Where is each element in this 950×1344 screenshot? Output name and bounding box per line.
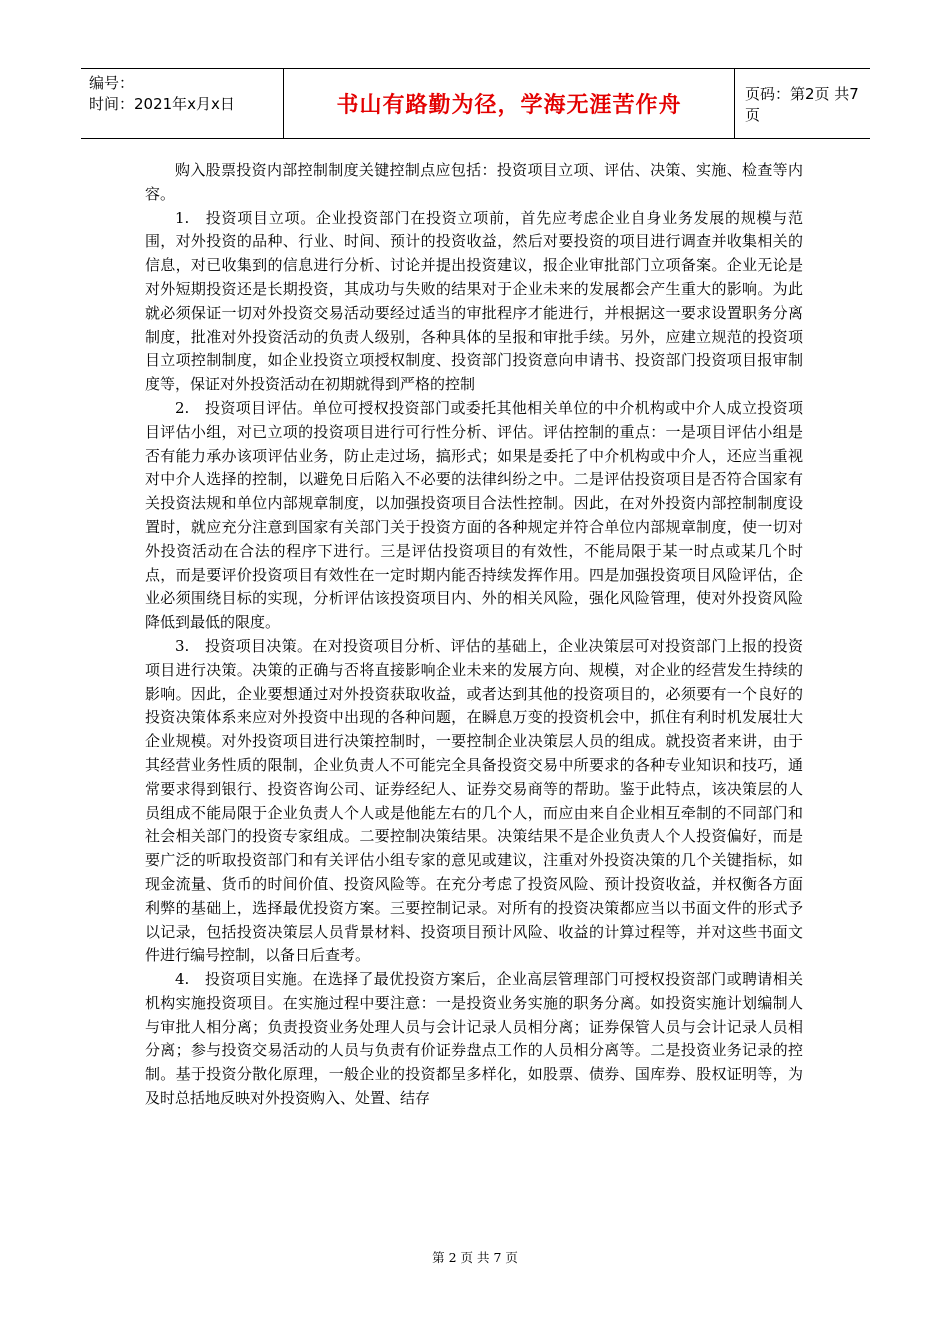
header-motto: 书山有路勤为径，学海无涯苦作舟 bbox=[284, 69, 735, 138]
paragraph-project-decision: 3. 投资项目决策。在对投资项目分析、评估的基础上，企业决策层可对投资部门上报的投资项目进行决策。决策的正确与否将直接影响企业未来的发展方向、规模，对企业的经营发生持续的影响。因此，企业要想通过对外投资获取收益，或者达到其他的投资项目的，必须要有一个良好的投资决策体系来应对外投资中出现的各种问题，在瞬息万变的投资机会中，抓住有利时机发展壮大企业规模。对外投资项目进行决策控制时，一要控制企业决策层人员的组成。就投资者来讲，由于其经营业务性质的限制，企业负责人不可能完全具备投资交易中所要求的各种专业知识和技巧，通常要求得到银行、投资咨询公司、证券经纪人、证券交易商等的帮助。鉴于此特点，该决策层的人员组成不能局限于企业负责人个人或是他能左右的几个人，而应由来自企业相互牵制的不同部门和社会相关部门的投资专家组成。二要控制决策结果。决策结果不是企业负责人个人投资偏好，而是要广泛的听取投资部门和有关评估小组专家的意见或建议，注重对外投资决策的几个关键指标，如现金流量、货币的时间价值、投资风险等。在充分考虑了投资风险、预计投资收益，并权衡各方面利弊的基础上，选择最优投资方案。三要控制记录。对所有的投资决策都应当以书面文件的形式予以记录，包括投资决策层人员背景材料、投资项目预计风险、收益的计算过程等，并对这些书面文件进行编号控制，以备日后查考。 bbox=[145, 636, 803, 965]
header-meta bbox=[81, 69, 284, 138]
page-footer: 第 2 页 共 7 页 bbox=[432, 1250, 518, 1265]
document-number-label: 编号： bbox=[89, 74, 135, 92]
paragraph-project-implementation: 4. 投资项目实施。在选择了最优投资方案后，企业高层管理部门可授权投资部门或聘请相关机构实施投资项目。在实施过程中要注意：一是投资业务实施的职务分离。如投资实施计划编制人与审批人相分离；负责投资业务处理人员与会计记录人员相分离；证券保管人员与会计记录人员相分离；参与投资交易活动的人员与负责有价证券盘点工作的人员相分离等。二是投资业务记录的控制。基于投资分散化原理，一般企业的投资都呈多样化，如股票、债券、国库券、股权证明等，为及时总括地反映对外投资购入、处置、结存 bbox=[145, 970, 803, 1108]
header-page-number: 页码：第2页 共7页 bbox=[745, 84, 859, 124]
page-header bbox=[81, 68, 870, 139]
paragraph-project-approval: 1. 投资项目立项。企业投资部门在投资立项前，首先应考虑企业自身业务发展的规模与范围，对外投资的品种、行业、时间、预计的投资收益，然后对要投资的项目进行调查并收集相关的信息，对已收集到的信息进行分析、讨论并提出投资建议，报企业审批部门立项备案。企业无论是对外短期投资还是长期投资，其成功与失败的结果对于企业未来的发展都会产生重大的影响。为此就必须保证一切对外投资交易活动要经过适当的审批程序才能进行，并根据这一要求设置职务分离制度，批准对外投资活动的负责人级别，各种具体的呈报和审批手续。另外，应建立规范的投资项目立项控制制度，如企业投资立项授权制度、投资部门投资意向申请书、投资部门投资项目报审制度等，保证对外投资活动在初期就得到严格的控制 bbox=[145, 208, 803, 394]
paragraph-intro: 购入股票投资内部控制制度关键控制点应包括：投资项目立项、评估、决策、实施、检查等内容。 bbox=[145, 161, 803, 203]
document-body bbox=[145, 159, 803, 1111]
paragraph-project-evaluation: 2. 投资项目评估。单位可授权投资部门或委托其他相关单位的中介机构或中介人成立投资项目评估小组，对已立项的投资项目进行可行性分析、评估。评估控制的重点：一是项目评估小组是否有能力承办该项评估业务，防止走过场，搞形式；如果是委托了中介机构或中介人，还应当重视对中介人选择的控制，以避免日后陷入不必要的法律纠纷之中。二是评估投资项目是否符合国家有关投资法规和单位内部规章制度，以加强投资项目合法性控制。因此，在对外投资内部控制制度设置时，就应充分注意到国家有关部门关于投资方面的各种规定并符合单位内部规章制度，使一切对外投资活动在合法的程序下进行。三是评估投资项目的有效性，不能局限于某一时点或某几个时点，而是要评价投资项目有效性在一定时期内能否持续发挥作用。四是加强投资项目风险评估，企业必须围绕目标的实现，分析评估该投资项目内、外的相关风险，强化风险管理，使对外投资风险降低到最低的限度。 bbox=[145, 398, 803, 632]
document-time-label: 时间：2021年x月x日 bbox=[89, 95, 235, 113]
